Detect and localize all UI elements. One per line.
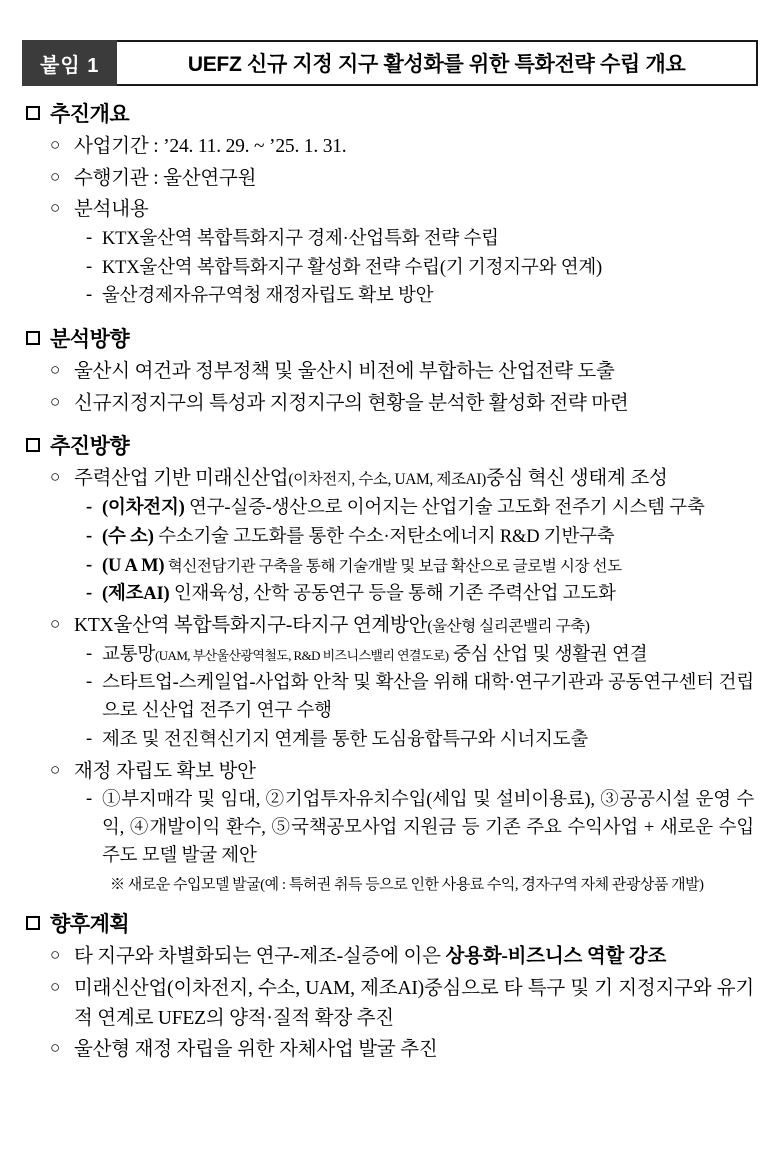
sub-list (74, 226, 754, 311)
list-item (50, 389, 754, 419)
attachment-banner (22, 40, 758, 86)
dash-bullet-icon: - (86, 728, 92, 749)
square-bullet-icon (26, 331, 40, 345)
circle-bullet-icon: ○ (50, 391, 61, 411)
list-item-note: (울산형 실리콘밸리 구축) (427, 618, 590, 635)
sub-list-item (86, 524, 754, 552)
list-item-label: 수행기관 : 울산연구원 (74, 167, 257, 189)
list-item (50, 357, 754, 387)
circle-bullet-icon: ○ (50, 135, 61, 154)
list-item (50, 611, 754, 755)
list-item-label: 울산형 재정 자립을 위한 자체사업 발굴 추진 (74, 1039, 438, 1061)
sub-list-item (86, 727, 754, 755)
section-heading (26, 430, 754, 460)
square-bullet-icon (26, 438, 40, 452)
sub-list-item-note: (UAM, 부산울산광역철도, R&D 비즈니스밸리 연결도로) (155, 647, 449, 663)
square-bullet-icon (26, 106, 40, 120)
sub-list-item (86, 581, 754, 609)
circle-bullet-icon: ○ (50, 759, 61, 779)
list-item-label: 울산시 여건과 정부정책 및 울산시 비전에 부합하는 산업전략 도출 (74, 361, 615, 383)
circle-bullet-icon: ○ (50, 945, 61, 965)
section-chujin-gaeyo (26, 98, 754, 311)
list-item (50, 195, 754, 311)
sub-list-item-label: KTX울산역 복합특화지구 경제·산업특화 전략 수립 (102, 228, 499, 249)
circle-bullet-icon: ○ (50, 1038, 61, 1058)
sub-list-item (86, 255, 754, 283)
sub-list-item (86, 642, 754, 670)
document-page (0, 40, 780, 1166)
square-bullet-icon (26, 916, 40, 930)
list-item-label: 미래신산업(이차전지, 수소, UAM, 제조AI)중심으로 타 특구 및 기 지정지구와 유기적 연계로 UFEZ의 양적·질적 확장 추진 (74, 977, 754, 1029)
section-heading-label: 분석방향 (50, 328, 130, 352)
sub-list-item (86, 283, 754, 311)
sub-list-item-label: ①부지매각 및 임대, ②기업투자유치수입(세입 및 설비이용료), ③공공시설 운영 수익, ④개발이익 환수, ⑤국책공모사업 지원금 등 기존 주요 수익사업 + 새로운 수입주도 모델 발굴 제안 (102, 790, 754, 866)
sub-list (74, 642, 754, 755)
sub-list-item-label: 수소기술 고도화를 통한 수소·저탄소에너지 R&D 기반구축 (153, 526, 615, 547)
list-item (50, 164, 754, 194)
sub-list-item-tag: (U A M) (102, 555, 165, 576)
sub-list-item-label-tail: 중심 산업 및 생활권 연결 (448, 644, 648, 665)
attachment-tag: 붙임 1 (22, 40, 117, 86)
dash-bullet-icon: - (86, 525, 92, 546)
list-item-label: 재정 자립도 확보 방안 (74, 760, 256, 782)
section-bunseok-banghyang (26, 323, 754, 418)
section-list (26, 464, 754, 896)
list-item-emphasis: 상용화-비즈니스 역할 강조 (445, 946, 667, 968)
circle-bullet-icon: ○ (50, 166, 61, 186)
sub-list-item (86, 670, 754, 726)
circle-bullet-icon: ○ (50, 198, 61, 218)
list-item (50, 132, 754, 162)
list-item (50, 1035, 754, 1065)
sub-list-item-label: KTX울산역 복합특화지구 활성화 전략 수립(기 기정지구와 연계) (102, 257, 602, 278)
circle-bullet-icon: ○ (50, 360, 61, 380)
document-body (26, 98, 754, 1065)
section-hyanghu-gyehoek (26, 908, 754, 1065)
section-heading-label: 추진방향 (50, 435, 130, 459)
dash-bullet-icon: - (86, 227, 92, 248)
section-heading (26, 323, 754, 353)
section-heading (26, 908, 754, 938)
sub-list-item-label: 스타트업-스케일업-사업화 안착 및 확산을 위해 대학·연구기관과 공동연구센터 건립으로 신산업 전주기 연구 수행 (102, 673, 754, 722)
list-item (50, 942, 754, 972)
sub-list-item-label: 제조 및 전진혁신기지 연계를 통한 도심융합특구와 시너지도출 (102, 729, 588, 750)
list-item-label: 타 지구와 차별화되는 연구-제조-실증에 이은 (74, 946, 446, 968)
list-item-label: 사업기간 : ’24. 11. 29. ~ ’25. 1. 31. (74, 136, 347, 157)
section-heading-label: 향후계획 (50, 913, 130, 937)
dash-bullet-icon: - (86, 554, 92, 575)
sub-list-item (86, 787, 754, 870)
section-list (26, 357, 754, 418)
dash-bullet-icon: - (86, 583, 92, 604)
list-item-label-tail: 중심 혁신 생태계 조성 (485, 468, 668, 490)
sub-list-item (86, 553, 754, 581)
sub-list-item-tag: (제조AI) (102, 584, 170, 605)
circle-bullet-icon: ○ (50, 467, 61, 487)
sub-list (74, 787, 754, 870)
dash-bullet-icon: - (86, 256, 92, 277)
sub-list-item-label: 교통망 (102, 644, 156, 665)
dash-bullet-icon: - (86, 497, 92, 517)
sub-list-item-tag: (이차전지) (102, 498, 185, 518)
footnote: ※ 새로운 수입모델 발굴(예 : 특허권 취득 등으로 인한 사용료 수익, 경자구역 자체 관광상품 개발) (110, 876, 704, 893)
list-item-label: 분석내용 (74, 199, 149, 221)
section-chujin-banghyang (26, 430, 754, 896)
section-heading (26, 98, 754, 128)
section-list (26, 132, 754, 311)
section-heading-label: 추진개요 (50, 103, 130, 126)
sub-list-item-label: 울산경제자유구역청 재정자립도 확보 방안 (102, 286, 434, 307)
list-item-label: 주력산업 기반 미래신산업 (74, 468, 289, 490)
sub-list-item-tag: (수 소) (102, 526, 154, 547)
dash-bullet-icon: - (86, 285, 92, 306)
list-item-label: KTX울산역 복합특화지구-타지구 연계방안 (74, 615, 428, 636)
circle-bullet-icon: ○ (50, 976, 61, 996)
list-item-label: 신규지정지구의 특성과 지정지구의 현황을 분석한 활성화 전략 마련 (74, 392, 629, 414)
list-item (50, 974, 754, 1033)
sub-list-item-label: 인재육성, 산학 공동연구 등을 통해 기존 주력산업 고도화 (169, 584, 616, 605)
sub-list (74, 495, 754, 609)
list-item (50, 757, 754, 897)
sub-list-item-label: 혁신전담기관 구축을 통해 기술개발 및 보급 확산으로 글로벌 시장 선도 (164, 557, 622, 575)
sub-list-item (86, 226, 754, 254)
circle-bullet-icon: ○ (50, 614, 61, 633)
list-item (50, 464, 754, 609)
section-list (26, 942, 754, 1065)
document-title: UEFZ 신규 지정 지구 활성화를 위한 특화전략 수립 개요 (117, 40, 758, 86)
dash-bullet-icon: - (86, 672, 92, 693)
dash-bullet-icon: - (86, 643, 92, 664)
sub-list-item-label: 연구-실증-생산으로 이어지는 산업기술 고도화 전주기 시스템 구축 (184, 498, 705, 518)
list-item-note: (이차전지, 수소, UAM, 제조AI) (288, 471, 486, 489)
sub-list-item (86, 495, 754, 523)
dash-bullet-icon: - (86, 789, 92, 810)
